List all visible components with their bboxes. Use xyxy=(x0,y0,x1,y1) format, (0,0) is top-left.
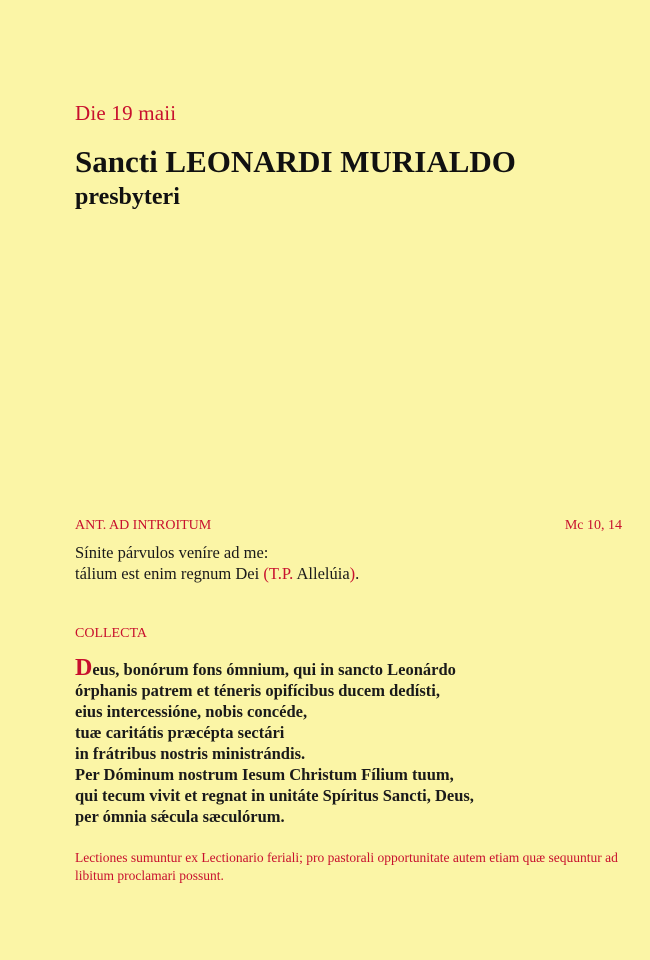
collecta-line: per ómnia sǽcula sæculórum. xyxy=(75,807,285,826)
paren-close: ) xyxy=(349,564,356,583)
page-subtitle: presbyteri xyxy=(75,184,180,210)
collecta-line: órphanis patrem et téneris opifícibus ducem dedísti, xyxy=(75,681,440,700)
collecta-text xyxy=(75,655,474,827)
antiphon-line-1: Sínite párvulos veníre ad me: xyxy=(75,543,269,562)
antiphon-line-2-end: . xyxy=(355,564,360,583)
antiphon-line-2 xyxy=(75,563,359,584)
collecta-line-1 xyxy=(75,655,474,681)
collecta-line: eius intercessióne, nobis concéde, xyxy=(75,702,308,721)
collecta-line: in frátribus nostris ministrándis. xyxy=(75,744,306,763)
collecta-label: COLLECTA xyxy=(75,626,147,641)
paren-open: ( xyxy=(263,564,269,583)
antiphon-text xyxy=(75,542,359,584)
tempus-paschale-marker: T.P. xyxy=(268,564,294,583)
antiphon-line-2-main: tálium est enim regnum Dei xyxy=(75,564,264,583)
collecta-initial: D xyxy=(75,655,93,681)
collecta-line: qui tecum vivit et regnat in unitáte Spíritus Sancti, Deus, xyxy=(75,786,474,805)
page-title: Sancti LEONARDI MURIALDO xyxy=(75,144,516,179)
collecta-line: tuæ caritátis præcépta sectári xyxy=(75,723,285,742)
collecta-line: Per Dóminum nostrum Iesum Christum Fílium tuum, xyxy=(75,765,454,784)
antiphon-label: ANT. AD INTROITUM xyxy=(75,518,212,533)
antiphon-heading xyxy=(75,518,622,534)
alleluia-text: Allelúia xyxy=(293,564,350,583)
collecta-line-1-rest: eus, bonórum fons ómnium, qui in sancto Leonárdo xyxy=(92,660,456,679)
rubric-note: Lectiones sumuntur ex Lectionario feriali; pro pastorali opportunitate autem etiam quæ sequuntur ad libitum proclamari possunt. xyxy=(75,850,618,883)
antiphon-reference: Mc 10, 14 xyxy=(564,518,622,533)
feast-date: Die 19 maii xyxy=(75,101,177,125)
